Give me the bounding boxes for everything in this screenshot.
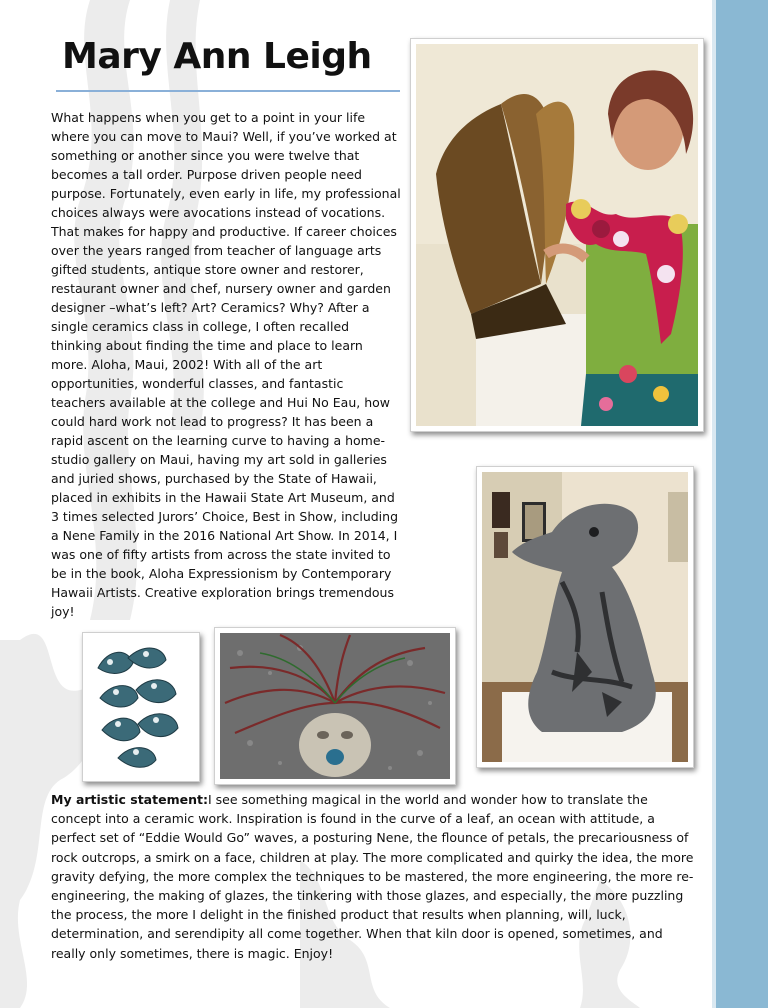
side-accent-bar	[716, 0, 768, 1008]
statement-label: My artistic statement:	[51, 792, 208, 807]
wave-ceramics-photo	[82, 632, 200, 782]
bio-paragraph: What happens when you get to a point in your life where you can move to Maui? Well, if you’ve worked at something or another since you were twelve that becomes a tall order. Purpose driven people need purpose. Fortunately, even early in life, my professional choices always were avocations instead of vocations. That makes for happy and productive. If career choices over the years ranged from teacher of language arts gifted students, antique store owner and restorer, restaurant owner and chef, nursery owner and garden designer –what’s left? Art? Ceramics? Why? After a single ceramics class in college, I often recalled thinking about finding the time and place to learn more. Aloha, Maui, 2002! With all of the art opportunities, wonderful classes, and fantastic teachers available at the college and Hui No Eau, how could hard work not lead to progress? It has been a rapid ascent on the learning curve to having a home-studio gallery on Maui, having my art sold in galleries and juried shows, purchased by the State of Hawaii, placed in exhibits in the Hawaii State Art Museum, and 3 times selected Jurors’ Choice, Best in Show, including a Nene Family in the 2016 National Art Show. In 2014, I was one of fifty artists from across the state invited to be in the book, Aloha Expressionism by Contemporary Hawaii Artists. Creative exploration brings tremendous joy!	[51, 110, 401, 619]
title-underline	[56, 90, 400, 92]
face-planter-photo	[214, 627, 456, 785]
artistic-statement	[51, 790, 701, 963]
artist-portrait-photo	[410, 38, 704, 432]
statement-text: I see something magical in the world and wonder how to translate the concept into a ceramic work. Inspiration is found in the curve of a leaf, an ocean with attitude, a perfect set of “Eddie Would Go” waves, a posturing Nene, the flounce of petals, the precariousness of rock outcrops, a smirk on a face, children at play. The more complicated and quirky the idea, the more gravity defying, the more complex the techniques to be mastered, the more engineering, the more re-engineering, the making of glazes, the tinkering with those glazes, and especially, the more puzzling the process, the more I delight in the finished product that results when planning, will, luck, determination, and serendipity all come together. When that kiln door is opened, sometimes, and really only sometimes, there is magic. Enjoy!	[51, 792, 694, 961]
page-title: Mary Ann Leigh	[62, 36, 372, 77]
dog-sculpture-photo	[476, 466, 694, 768]
side-accent-highlight	[712, 0, 716, 1008]
